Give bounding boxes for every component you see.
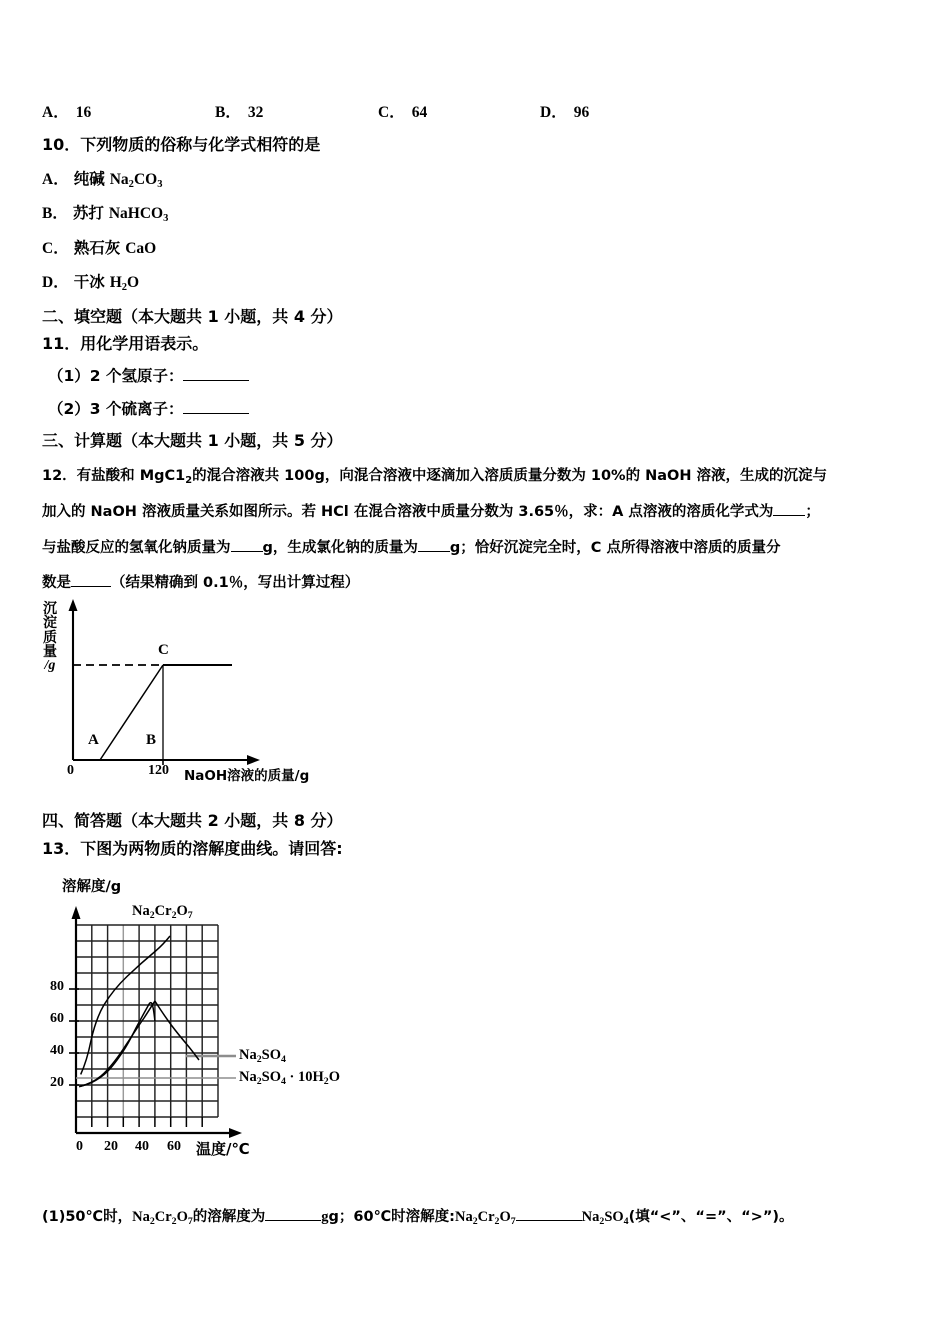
solubility-graph bbox=[36, 875, 456, 1175]
precip-y-arrow bbox=[69, 599, 78, 611]
q11-answer-blank-2[interactable] bbox=[183, 413, 249, 414]
ylab-char-4: /g bbox=[44, 658, 56, 674]
sol-xtick-0: 0 bbox=[76, 1139, 83, 1154]
q9-option-d-value: 96 bbox=[573, 104, 590, 121]
sol-y-axis-text: 溶解度/g bbox=[62, 879, 122, 895]
solubility-svg bbox=[36, 875, 456, 1175]
sol-y-arrow bbox=[72, 906, 81, 919]
solubility-y-axis-label bbox=[62, 875, 121, 896]
q12-line-1: 12．有盐酸和 $MgC1_2$的混合溶液共 100g，向混合溶液中逐滴加入溶质质量分数为 10%的 NaOH 溶液，生成的沉淀与 bbox=[42, 468, 828, 486]
ylab-char-2: 质 bbox=[43, 629, 57, 646]
q10-stem: 10．下列物质的俗称与化学式相符的是 bbox=[42, 135, 321, 154]
q10-option-a-letter: A． bbox=[42, 171, 69, 188]
curve-na2so4-descending bbox=[155, 1001, 199, 1060]
q13-sub1-unit: g；60℃时溶解度: bbox=[328, 1209, 455, 1225]
sol-ytick-40: 40 bbox=[50, 1043, 64, 1058]
q9-option-a-letter: A． bbox=[42, 104, 69, 121]
section-4-heading: 四、简答题（本大题共 2 小题，共 8 分） bbox=[42, 811, 343, 830]
q13-sub1-text2: 的溶解度为 bbox=[192, 1209, 266, 1225]
q9-option-d-letter: D． bbox=[540, 104, 567, 121]
sol-x-ticks bbox=[76, 1117, 202, 1127]
sol-x-arrow bbox=[229, 1128, 242, 1138]
precipitate-svg bbox=[36, 598, 366, 790]
q10-option-c-formula: CaO bbox=[125, 240, 157, 257]
q9-option-c bbox=[378, 100, 427, 122]
precip-xtick-120: 120 bbox=[148, 763, 169, 778]
q10-option-b-name: 苏打 bbox=[72, 204, 104, 222]
curve-label-na2so4: $Na_2SO_4$ bbox=[239, 1047, 286, 1065]
q11-answer-blank-1[interactable] bbox=[183, 380, 249, 381]
precip-x-axis-label: NaOH溶液的质量/g bbox=[184, 768, 310, 784]
sol-ytick-60: 60 bbox=[50, 1011, 64, 1026]
q13-answer-blank-1[interactable] bbox=[265, 1220, 321, 1221]
precip-point-a-label: A bbox=[88, 732, 99, 748]
q10-option-d bbox=[42, 274, 139, 294]
q12-line-2: 加入的 NaOH 溶液质量关系如图所示。若 HCl 在混合溶液中质量分数为 3.65％，求：A 点溶液的溶质化学式为 ； bbox=[42, 504, 820, 520]
q10-option-a-name: 纯碱 bbox=[73, 170, 105, 188]
q10-option-c-name: 熟石灰 bbox=[73, 239, 121, 257]
section-3-heading: 三、计算题（本大题共 1 小题，共 5 分） bbox=[42, 431, 343, 450]
section-2-heading: 二、填空题（本大题共 1 小题，共 4 分） bbox=[42, 307, 343, 326]
q10-option-d-letter: D． bbox=[42, 274, 69, 291]
q13-sub1 bbox=[42, 1205, 793, 1227]
q10-option-b-letter: B． bbox=[42, 205, 68, 222]
q10-option-d-formula: $H_2O$ bbox=[109, 274, 140, 293]
ylab-char-1: 淀 bbox=[43, 615, 57, 632]
curve-label-na2cr2o7: $Na_2Cr_2O_7$ bbox=[132, 903, 193, 921]
sol-xtick-20: 20 bbox=[104, 1139, 118, 1154]
precip-xtick-0: 0 bbox=[67, 763, 74, 778]
curve-label-na2so4-10h2o: $Na_2SO_4 \cdot 10H_2O$ bbox=[239, 1069, 340, 1087]
ylab-char-0: 沉 bbox=[43, 601, 57, 617]
q10-option-d-name: 干冰 bbox=[73, 273, 105, 291]
q13-sub1-formula-3: $Na_2SO_4$ bbox=[581, 1209, 629, 1227]
q10-option-a bbox=[42, 171, 162, 191]
ylab-char-3: 量 bbox=[43, 643, 57, 660]
precip-point-c-label: C bbox=[158, 642, 169, 658]
q11-item-2 bbox=[48, 401, 249, 418]
precip-y-axis-label bbox=[40, 602, 60, 673]
q10-option-c bbox=[42, 240, 156, 257]
q9-option-a-value: 16 bbox=[75, 104, 92, 121]
q9-option-b-value: 32 bbox=[247, 104, 264, 121]
q13-sub1-tail: (填“<”、“=”、“>”)。 bbox=[628, 1209, 794, 1225]
sol-xtick-40: 40 bbox=[135, 1139, 149, 1154]
precip-point-b-label: B bbox=[146, 732, 157, 748]
sol-ytick-80: 80 bbox=[50, 979, 64, 994]
sol-xtick-60: 60 bbox=[167, 1139, 181, 1154]
inline-answer-blank[interactable] bbox=[71, 586, 111, 587]
q12-line-3: 与盐酸反应的氢氧化钠质量为 g，生成氯化钠的质量为 g；恰好沉淀完全时，C 点所得溶液中溶质的质量分 bbox=[42, 540, 781, 556]
sol-x-axis-label: 温度/℃ bbox=[196, 1140, 250, 1158]
q12-line-4: 数是 （结果精确到 0.1％，写出计算过程） bbox=[42, 575, 360, 591]
q13-stem: 13．下图为两物质的溶解度曲线。请回答: bbox=[42, 839, 343, 858]
q11-item-2-label: （2）3 个硫离子： bbox=[48, 400, 184, 418]
sol-ytick-20: 20 bbox=[50, 1075, 64, 1090]
q9-option-c-value: 64 bbox=[411, 104, 428, 121]
inline-answer-blank[interactable] bbox=[231, 551, 263, 552]
q13-sub1-prefix: (1)50℃时， bbox=[42, 1209, 133, 1225]
q10-option-b bbox=[42, 205, 168, 225]
inline-answer-blank[interactable] bbox=[773, 515, 805, 516]
q10-option-c-letter: C． bbox=[42, 240, 69, 257]
q11-stem: 11．用化学用语表示。 bbox=[42, 334, 209, 353]
q9-option-a bbox=[42, 100, 91, 122]
q10-option-b-formula: NaHCO$_3$ bbox=[108, 205, 169, 224]
q11-item-1 bbox=[48, 368, 249, 385]
q9-option-b bbox=[215, 100, 263, 122]
q9-option-c-letter: C． bbox=[378, 104, 405, 121]
q13-sub1-formula-1: $Na_2Cr_2O_7$ bbox=[132, 1209, 193, 1227]
q11-item-1-label: （1）2 个氢原子： bbox=[48, 367, 184, 385]
precipitate-graph bbox=[36, 598, 366, 790]
q13-answer-blank-2[interactable] bbox=[516, 1220, 582, 1221]
q10-option-a-formula: $Na_2CO_3$ bbox=[109, 171, 163, 190]
q13-sub1-unit-g: g bbox=[321, 1209, 329, 1225]
q13-sub1-formula-2: $Na_2Cr_2O_7$ bbox=[454, 1209, 516, 1227]
q9-option-d bbox=[540, 100, 589, 122]
q9-option-b-letter: B． bbox=[215, 104, 241, 121]
inline-answer-blank[interactable] bbox=[418, 551, 450, 552]
